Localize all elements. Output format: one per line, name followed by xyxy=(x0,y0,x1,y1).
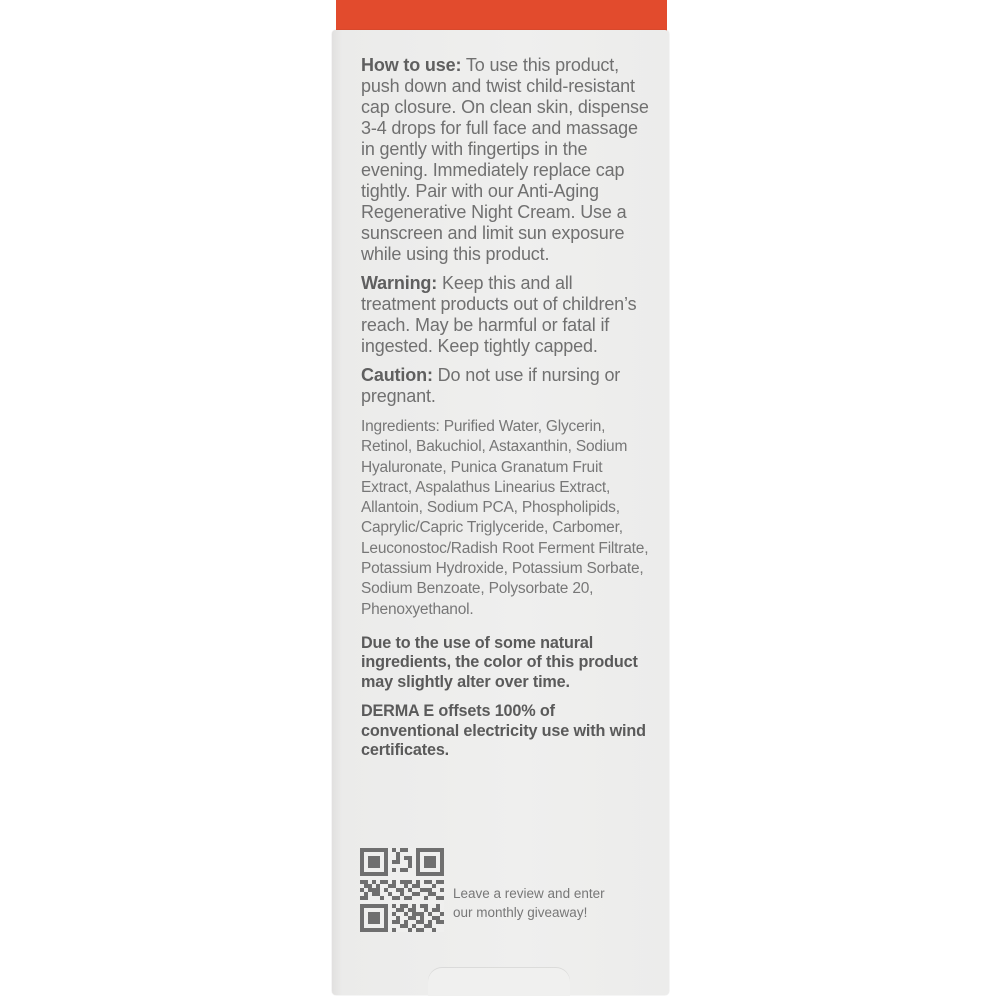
wind-certificates-note: DERMA E offsets 100% of conventional electricity use with wind certificates. xyxy=(361,702,646,760)
caution-text: Do not use if nursing or pregnant. xyxy=(361,365,621,406)
ingredients-label: Ingredients: xyxy=(361,418,440,435)
caution-section xyxy=(361,365,651,407)
qr-code-graphic xyxy=(360,848,444,932)
how-to-use-section xyxy=(361,55,651,265)
caution-label: Caution: xyxy=(361,365,433,385)
warning-section xyxy=(361,273,651,357)
warning-label: Warning: xyxy=(361,273,438,293)
ingredients-section xyxy=(361,417,651,620)
qr-code-icon xyxy=(360,848,444,932)
ingredients-text: Purified Water, Glycerin, Retinol, Bakuchiol, Astaxanthin, Sodium Hyaluronate, Punica Granatum Fruit Extract, Aspalathus Linearius Extract, Allantoin, Sodium PCA, Phospholipids, Caprylic/Capric Triglyceride, Carbomer, Leuconostoc/Radish Root Ferment Filtrate, Potassium Hydroxide, Potassium Sorbate, Sodium Benzoate, Polysorbate 20, Phenoxyethanol. xyxy=(361,418,649,618)
instructions-panel xyxy=(361,55,651,761)
warning-text: Keep this and all treatment products out of children’s reach. May be harmful or fatal if ingested. Keep tightly capped. xyxy=(361,273,637,356)
natural-ingredients-note: Due to the use of some natural ingredients, the color of this product may slightly alter over time. xyxy=(361,633,638,691)
how-to-use-label: How to use: xyxy=(361,55,462,75)
review-giveaway-text: Leave a review and enter our monthly giveaway! xyxy=(453,886,605,920)
how-to-use-text: To use this product, push down and twist child-resistant cap closure. On clean skin, dispense 3-4 drops for full face and massage in gently with fingertips in the evening. Immediately replace cap tightly. Pair with our Anti-Aging Regenerative Night Cream. Use a sunscreen and limit sun exposure while using this product. xyxy=(361,55,649,264)
